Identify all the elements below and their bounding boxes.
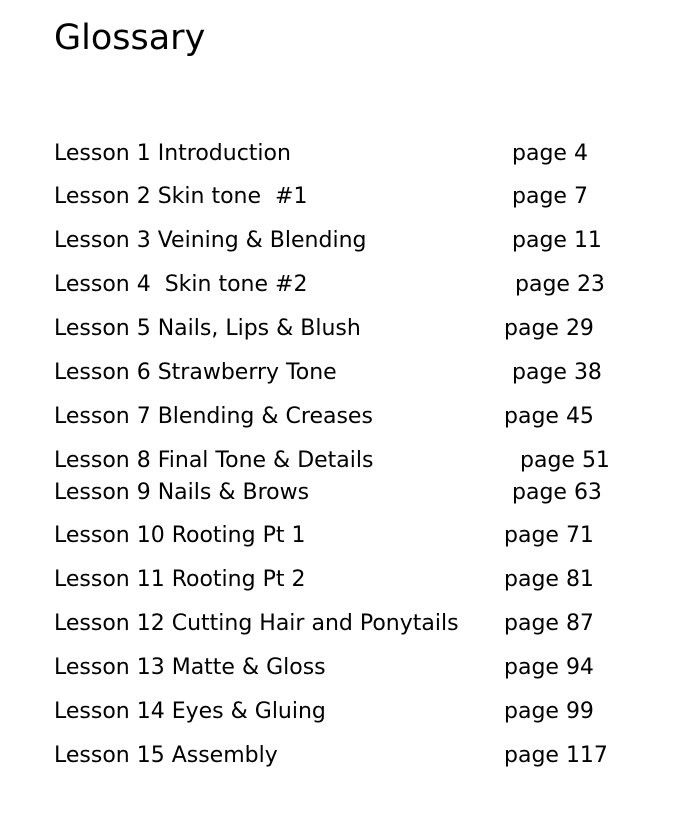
lesson-title: Lesson 4 Skin tone #2: [54, 272, 308, 297]
page-number: page 45: [504, 404, 594, 429]
page-title: Glossary: [54, 18, 206, 58]
lesson-title: Lesson 7 Blending & Creases: [54, 404, 373, 429]
lesson-title: Lesson 12 Cutting Hair and Ponytails: [54, 611, 459, 636]
page-number: page 29: [504, 316, 594, 341]
page-number: page 51: [520, 448, 610, 473]
page-number: page 94: [504, 655, 594, 680]
lesson-title: Lesson 11 Rooting Pt 2: [54, 567, 306, 592]
lesson-title: Lesson 5 Nails, Lips & Blush: [54, 316, 361, 341]
lesson-title: Lesson 10 Rooting Pt 1: [54, 523, 306, 548]
lesson-title: Lesson 3 Veining & Blending: [54, 228, 367, 253]
page-number: page 4: [512, 141, 588, 166]
lesson-title: Lesson 6 Strawberry Tone: [54, 360, 337, 385]
lesson-title: Lesson 15 Assembly: [54, 743, 278, 768]
page-number: page 7: [512, 184, 588, 209]
page-number: page 38: [512, 360, 602, 385]
lesson-title: Lesson 9 Nails & Brows: [54, 480, 310, 505]
lesson-title: Lesson 13 Matte & Gloss: [54, 655, 326, 680]
page-number: page 23: [515, 272, 605, 297]
page-number: page 99: [504, 699, 594, 724]
page-number: page 11: [512, 228, 602, 253]
page-number: page 87: [504, 611, 594, 636]
page-number: page 81: [504, 567, 594, 592]
lesson-title: Lesson 1 Introduction: [54, 141, 291, 166]
page-number: page 63: [512, 480, 602, 505]
page-number: page 117: [504, 743, 608, 768]
page-number: page 71: [504, 523, 594, 548]
lesson-title: Lesson 14 Eyes & Gluing: [54, 699, 326, 724]
lesson-title: Lesson 8 Final Tone & Details: [54, 448, 374, 473]
lesson-title: Lesson 2 Skin tone #1: [54, 184, 308, 209]
